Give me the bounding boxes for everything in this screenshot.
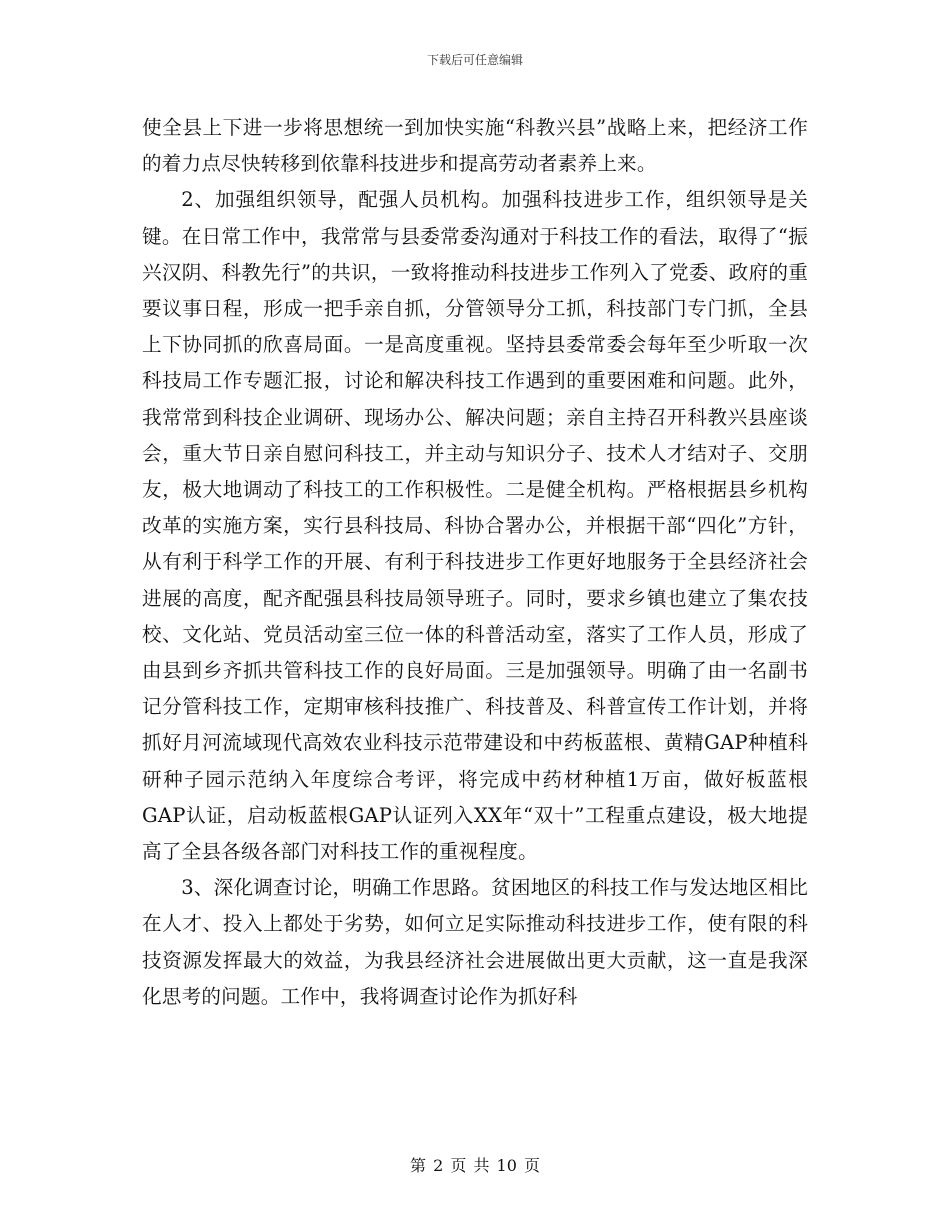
page-number: 第 2 页 共 10 页	[410, 1156, 540, 1175]
paragraph-research-discussion: 3、深化调查讨论，明确工作思路。贫困地区的科技工作与发达地区相比在人才、投入上都处于劣势，如何立足实际推动科技进步工作，使有限的科技资源发挥最大的效益，为我县经济社会进展做出更大贡献，这一直是我深化思考的问题。工作中，我将调查讨论作为抓好科	[142, 876, 808, 1008]
paragraph-continuation: 使全县上下进一步将思想统一到加快实施“科教兴县”战略上来，把经济工作的着力点尽快转移到依靠科技进步和提高劳动者素养上来。	[142, 116, 808, 176]
page-header: 下载后可任意编辑	[426, 53, 523, 67]
paragraph-organization-leadership: 2、加强组织领导，配强人员机构。加强科技进步工作，组织领导是关键。在日常工作中，我常常与县委常委沟通对于科技工作的看法，取得了“振兴汉阴、科教先行”的共识，一致将推动科技进步工作列入了党委、政府的重要议事日程，形成一把手亲自抓，分管领导分工抓，科技部门专门抓，全县上下协同抓的欣喜局面。一是高度重视。坚持县委常委会每年至少听取一次科技局工作专题汇报，讨论和解决科技工作遇到的重要困难和问题。此外，我常常到科技企业调研、现场办公、解决问题；亲自主持召开科教兴县座谈会，重大节日亲自慰问科技工，并主动与知识分子、技术人才结对子、交朋友，极大地调动了科技工的工作积极性。二是健全机构。严格根据县乡机构改革的实施方案，实行县科技局、科协合署办公，并根据干部“四化”方针，从有利于科学工作的开展、有利于科技进步工作更好地服务于全县经济社会进展的高度，配齐配强县科技局领导班子。同时，要求乡镇也建立了集农技校、文化站、党员活动室三位一体的科普活动室，落实了工作人员，形成了由县到乡齐抓共管科技工作的良好局面。三是加强领导。明确了由一名副书记分管科技工作，定期审核科技推广、科技普及、科普宣传工作计划，并将抓好月河流域现代高效农业科技示范带建设和中药板蓝根、黄精GAP种植科研种子园示范纳入年度综合考评，将完成中药材种植1万亩，做好板蓝根GAP认证，启动板蓝根GAP认证列入XX年“双十”工程重点建设，极大地提高了全县各级各部门对科技工作的重视程度。	[142, 188, 808, 864]
document-body	[142, 110, 808, 1015]
